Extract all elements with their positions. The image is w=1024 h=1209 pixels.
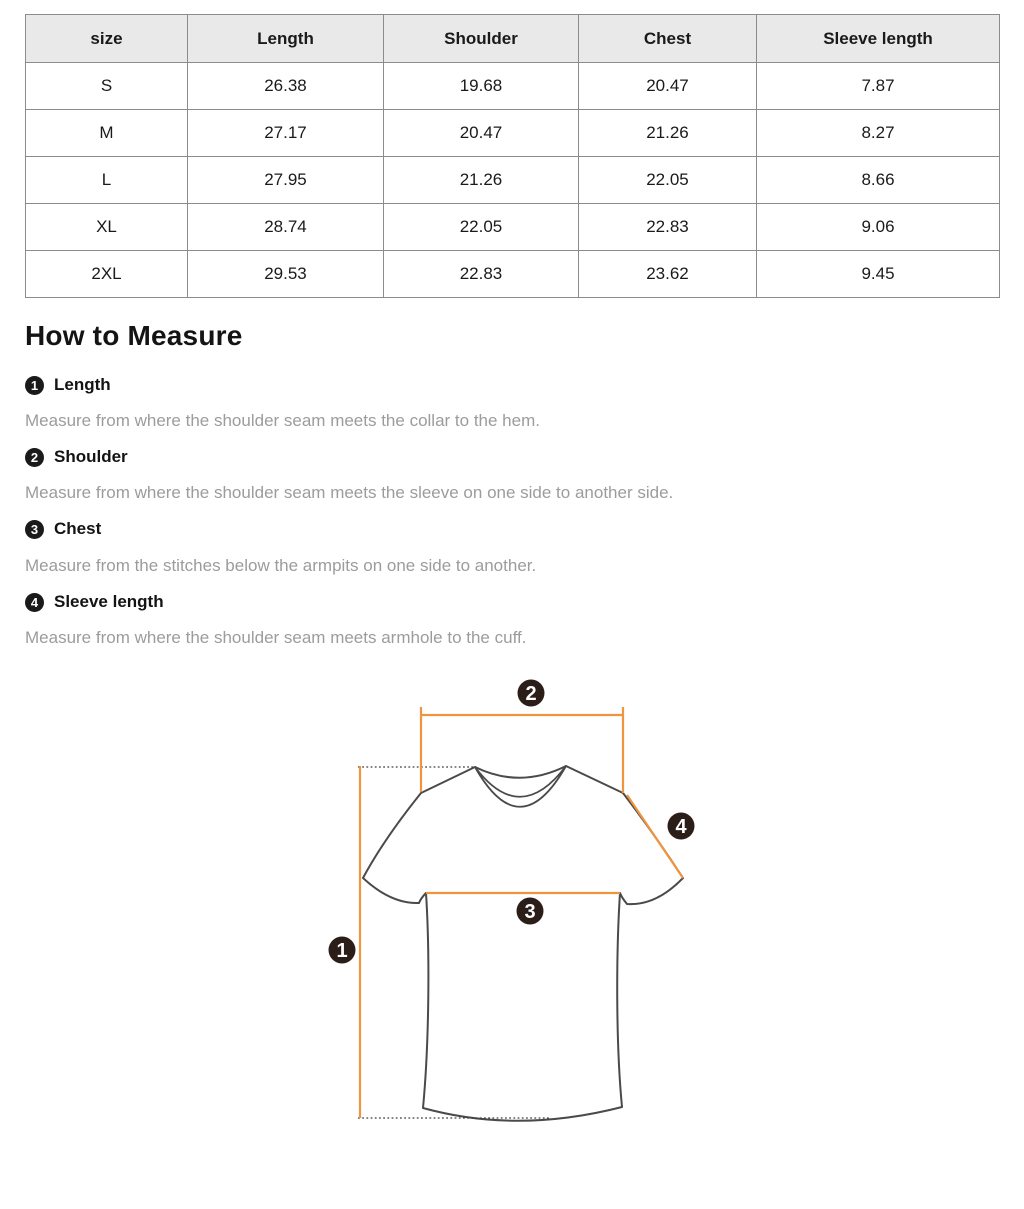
measure-item-label: Sleeve length (54, 592, 164, 611)
measure-item-description: Measure from where the shoulder seam meets armhole to the cuff. (25, 628, 527, 647)
value-cell: 22.05 (384, 204, 579, 251)
value-cell: 22.83 (384, 251, 579, 298)
value-cell: 21.26 (579, 110, 757, 157)
diagram-badge-2 (518, 680, 545, 707)
value-cell: 27.17 (188, 110, 384, 157)
value-cell: 26.38 (188, 63, 384, 110)
diagram-badge-4 (668, 813, 695, 840)
value-cell: 20.47 (384, 110, 579, 157)
value-cell: 22.05 (579, 157, 757, 204)
value-cell: 20.47 (579, 63, 757, 110)
number-1-badge-icon: 1 (25, 376, 44, 395)
column-header-sleeve-length: Sleeve length (757, 15, 1000, 63)
value-cell: 22.83 (579, 204, 757, 251)
measure-item-description: Measure from where the shoulder seam meets the sleeve on one side to another side. (25, 483, 674, 502)
value-cell: 7.87 (757, 63, 1000, 110)
value-cell: 28.74 (188, 204, 384, 251)
table-row-2xl (26, 251, 1000, 298)
value-cell: 8.66 (757, 157, 1000, 204)
value-cell: 21.26 (384, 157, 579, 204)
measure-item-sleeve-length (25, 591, 164, 613)
value-cell: 8.27 (757, 110, 1000, 157)
value-cell: 29.53 (188, 251, 384, 298)
measure-item-description: Measure from the stitches below the armpits on one side to another. (25, 556, 537, 575)
measure-item-length (25, 374, 111, 396)
size-cell: L (26, 157, 188, 204)
number-4-badge-icon: 4 (25, 593, 44, 612)
diagram-badge-1 (329, 937, 356, 964)
tshirt-outline (363, 766, 683, 1121)
badge-number: 3 (524, 901, 536, 923)
diagram-badge-3 (517, 898, 544, 925)
measure-item-chest (25, 518, 101, 540)
tshirt-measure-diagram (0, 655, 1024, 1155)
table-row-xl (26, 204, 1000, 251)
size-chart-table (25, 14, 1000, 298)
size-cell: M (26, 110, 188, 157)
table-row-s (26, 63, 1000, 110)
value-cell: 9.06 (757, 204, 1000, 251)
column-header-chest: Chest (579, 15, 757, 63)
number-2-badge-icon: 2 (25, 448, 44, 467)
number-3-badge-icon: 3 (25, 520, 44, 539)
table-row-m (26, 110, 1000, 157)
size-cell: S (26, 63, 188, 110)
size-chart-header-row (26, 15, 1000, 63)
measure-item-shoulder (25, 446, 128, 468)
column-header-shoulder: Shoulder (384, 15, 579, 63)
size-cell: 2XL (26, 251, 188, 298)
measure-item-label: Shoulder (54, 447, 128, 466)
value-cell: 9.45 (757, 251, 1000, 298)
measure-item-label: Length (54, 375, 111, 394)
badge-number: 1 (336, 940, 348, 962)
column-header-length: Length (188, 15, 384, 63)
value-cell: 23.62 (579, 251, 757, 298)
badge-number: 4 (675, 816, 687, 838)
value-cell: 19.68 (384, 63, 579, 110)
measure-item-label: Chest (54, 519, 102, 538)
measure-item-description: Measure from where the shoulder seam meets the collar to the hem. (25, 411, 540, 430)
value-cell: 27.95 (188, 157, 384, 204)
size-cell: XL (26, 204, 188, 251)
column-header-size: size (26, 15, 188, 63)
how-to-measure-heading: How to Measure (25, 320, 243, 351)
table-row-l (26, 157, 1000, 204)
badge-number: 2 (525, 683, 537, 705)
